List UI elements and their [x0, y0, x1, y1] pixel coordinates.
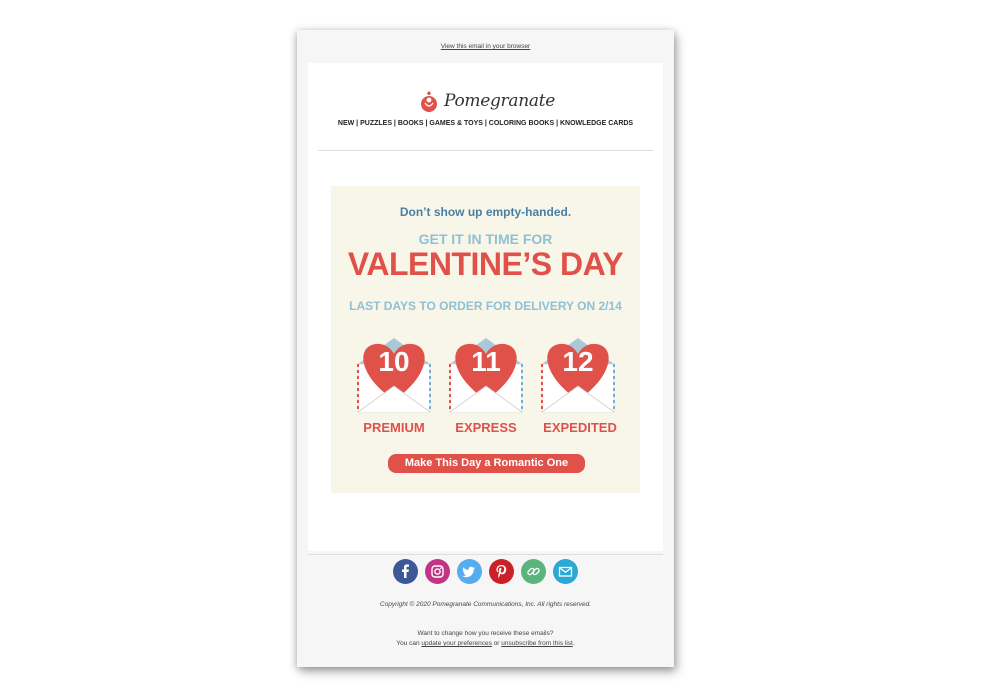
nav-separator: |	[354, 120, 361, 127]
email-container	[297, 30, 674, 667]
preferences-line	[297, 640, 674, 647]
pref-prefix: You can	[396, 640, 422, 647]
valentines-promo-banner[interactable]	[331, 186, 640, 493]
update-preferences-link[interactable]: update your preferences	[421, 640, 492, 647]
nav-books[interactable]: BOOKS	[397, 120, 424, 127]
shipping-label-express: EXPRESS	[455, 420, 517, 435]
nav-new[interactable]: NEW	[337, 120, 355, 127]
divider	[318, 150, 653, 151]
promo-headline: VALENTINE’S DAY	[347, 246, 624, 282]
copyright-text: Copyright © 2020 Pomegranate Communications, Inc. All rights reserved.	[379, 601, 592, 608]
pomegranate-icon	[419, 91, 439, 113]
shipping-day-number: 10	[378, 346, 410, 377]
email-icon[interactable]	[553, 559, 578, 584]
nav-separator: |	[482, 120, 489, 127]
instagram-icon[interactable]	[425, 559, 450, 584]
link-icon[interactable]	[521, 559, 546, 584]
shipping-label-premium: PREMIUM	[363, 420, 425, 435]
nav-puzzles[interactable]: PUZZLES	[360, 120, 392, 127]
preferences-question: Want to change how you receive these emails?	[417, 630, 554, 637]
email-body	[308, 63, 663, 551]
nav-separator: |	[391, 120, 398, 127]
brand-logo[interactable]	[308, 77, 663, 111]
promo-deadline-text: LAST DAYS TO ORDER FOR DELIVERY ON 2/14	[349, 299, 622, 313]
view-in-browser-link[interactable]: View this email in your browser	[440, 43, 531, 50]
cta-button[interactable]: Make This Day a Romantic One	[388, 454, 585, 473]
nav-coloring-books[interactable]: COLORING BOOKS	[488, 120, 555, 127]
promo-subhead: GET IT IN TIME FOR	[418, 231, 553, 247]
nav-separator: |	[423, 120, 430, 127]
nav-knowledge-cards[interactable]: KNOWLEDGE CARDS	[559, 120, 634, 127]
facebook-icon[interactable]	[393, 559, 418, 584]
brand-name: Pomegranate	[444, 91, 555, 111]
unsubscribe-link[interactable]: unsubscribe from this list	[501, 640, 573, 647]
top-nav	[308, 120, 663, 127]
twitter-icon[interactable]	[457, 559, 482, 584]
pref-or: or	[491, 640, 502, 647]
nav-games-toys[interactable]: GAMES & TOYS	[429, 120, 483, 127]
shipping-day-number: 11	[471, 346, 501, 377]
envelope-day-11	[440, 336, 532, 416]
shipping-day-number: 12	[562, 346, 594, 377]
envelope-day-10	[348, 336, 440, 416]
envelope-day-12	[532, 336, 624, 416]
shipping-label-expedited: EXPEDITED	[543, 420, 617, 435]
divider	[308, 554, 663, 555]
promo-tagline: Don’t show up empty-handed.	[399, 205, 572, 219]
pref-end: .	[572, 640, 575, 647]
pinterest-icon[interactable]	[489, 559, 514, 584]
nav-separator: |	[554, 120, 560, 127]
